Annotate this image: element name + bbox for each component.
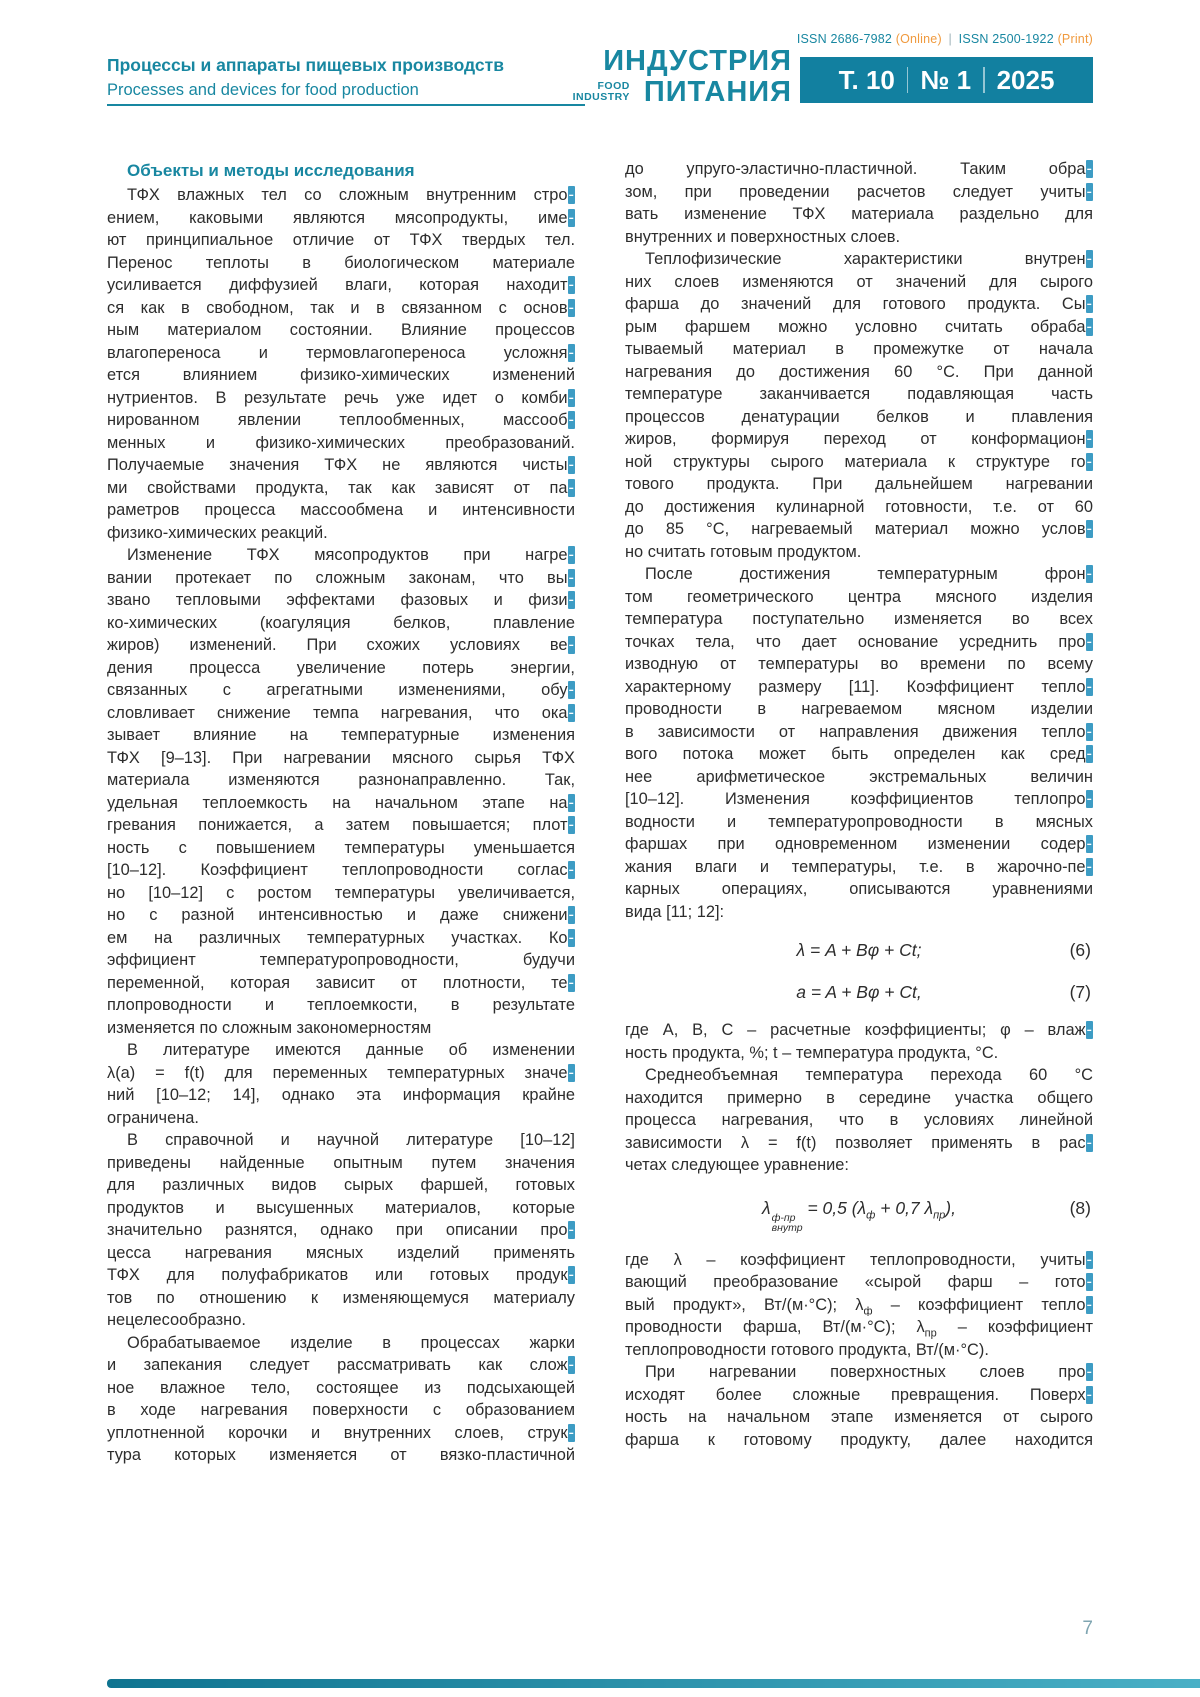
sup-sub-stack: ф-пр внутр <box>771 1211 803 1234</box>
hyphen-highlight: - <box>1086 520 1092 538</box>
text-line: фаршах при одновременном изменении содер- <box>625 835 1092 853</box>
paragraph <box>107 1332 575 1467</box>
logo-small-line-industry: INDUSTRY <box>572 91 630 103</box>
text-line: нецелесообразно. <box>107 1311 246 1329</box>
text-line: до упруго-эластично-пластичной. Таким обра- <box>625 160 1092 178</box>
equation <box>625 977 1093 1007</box>
paragraph <box>625 158 1093 248</box>
text-line: ность с повышением температуры уменьшается <box>107 838 575 857</box>
hyphen-highlight: - <box>1086 835 1092 853</box>
text-line: процесса нагревания, что в условиях линейной <box>625 1111 1093 1129</box>
hyphen-highlight: - <box>568 411 574 429</box>
text-line: температуре заканчивается подавляющая часть <box>625 385 1093 403</box>
text-line: изводную от температуры во времени по всему <box>625 655 1093 673</box>
hyphen-highlight: - <box>568 1356 574 1374</box>
hyphen-highlight: - <box>1086 790 1092 808</box>
paragraph <box>107 184 575 544</box>
text-line: теплопроводности готового продукта, Вт/(м·°С). <box>625 1340 989 1359</box>
hyphen-highlight: - <box>568 276 574 294</box>
text-line: тура которых изменяется от вязко-пластичной <box>107 1446 575 1464</box>
equation-formula: λ ф-пр внутр = 0,5 ($\lambda_ф + 0,7$ $\lambda_{пр}$), <box>761 1197 956 1234</box>
hyphen-highlight: - <box>1086 160 1092 178</box>
text-line: гревания понижается, а затем повышается; плот- <box>107 816 574 834</box>
text-line: изменяется по сложным закономерностям <box>107 1018 432 1037</box>
header-rule <box>107 104 585 106</box>
journal-title-en: Processes and devices for food production <box>107 81 419 99</box>
hyphen-highlight: - <box>568 298 574 317</box>
issue-number: № 1 <box>920 64 972 95</box>
hyphen-highlight: - <box>568 388 574 407</box>
left-column <box>107 158 575 1467</box>
hyphen-highlight: - <box>1086 745 1092 763</box>
hyphen-highlight: - <box>568 478 574 497</box>
page-number: 7 <box>1082 1618 1093 1639</box>
logo-word-pitaniya: ПИТАНИЯ <box>643 76 792 108</box>
issn-print-number: ISSN 2500-1922 <box>958 32 1054 46</box>
hyphen-highlight: - <box>1086 452 1092 471</box>
text-line: процессов денатурации белков и плавления <box>625 407 1093 426</box>
hyphen-highlight: - <box>1086 565 1092 583</box>
text-line: ограничена. <box>107 1108 199 1127</box>
equation-number: (6) <box>1069 940 1091 960</box>
text-line: до достижения кулинарной готовности, т.е. от 60 <box>625 497 1093 516</box>
hyphen-highlight: - <box>568 906 574 924</box>
hyphen-highlight: - <box>568 973 574 992</box>
hyphen-highlight: - <box>1086 1021 1092 1039</box>
hyphen-highlight: - <box>568 681 574 699</box>
text-line: менных и физико-химических преобразований. <box>107 433 575 452</box>
hyphen-highlight: - <box>568 591 574 609</box>
text-line: звано тепловыми эффектами фазовых и физи- <box>107 591 574 609</box>
text-line: где λ – коэффициент теплопроводности, учиты- <box>625 1250 1092 1269</box>
hyphen-highlight: - <box>1086 722 1092 741</box>
hyphen-highlight: - <box>1086 677 1092 696</box>
text-line: зависимости λ = f(t) позволяет применять в рас- <box>625 1133 1092 1152</box>
text-line: словливает снижение темпа нагревания, что ока- <box>107 703 574 722</box>
text-line: четах следующее уравнение: <box>625 1156 849 1174</box>
hyphen-highlight: - <box>568 1063 574 1082</box>
hyphen-highlight: - <box>568 1221 574 1239</box>
equation <box>625 935 1093 965</box>
logo-word-industriya: ИНДУСТРИЯ <box>603 45 792 77</box>
text-line: вого потока может быть определен как сред- <box>625 745 1092 763</box>
equation-formula: λ = A + Bφ + Ct; <box>796 940 922 960</box>
text-line: тового продукта. При дальнейшем нагревании <box>625 475 1093 493</box>
text-line: но считать готовым продуктом. <box>625 542 862 561</box>
text-line: жания влаги и температуры, т.е. в жарочно-пе- <box>625 857 1092 876</box>
text-line: усиливается диффузией влаги, которая находит- <box>107 276 574 294</box>
hyphen-highlight: - <box>568 861 574 879</box>
hyphen-highlight: - <box>568 456 574 474</box>
text-line: Среднеобъемная температура перехода 60 °С <box>645 1066 1093 1084</box>
paragraph <box>625 248 1093 563</box>
text-line: рым фаршем можно условно считать обраба- <box>625 317 1092 336</box>
hyphen-highlight: - <box>1086 1295 1092 1314</box>
text-line: зом, при проведении расчетов следует учиты- <box>625 182 1092 201</box>
text-line: плопроводности и теплоемкости, в результате <box>107 996 575 1014</box>
text-line: ность продукта, %; t – температура продукта, °С. <box>625 1043 999 1062</box>
text-line: находится примерно в середине участка общего <box>625 1088 1093 1107</box>
text-line: исходят более сложные превращения. Поверх- <box>625 1385 1092 1404</box>
text-line: карных операциях, описываются уравнениями <box>625 880 1093 898</box>
volume-label: Т. 10 <box>838 64 895 95</box>
paragraph <box>625 1249 1093 1362</box>
footer-bar <box>107 1679 1200 1688</box>
journal-titles <box>107 54 585 101</box>
text-line: точках тела, что дает основание усреднить про- <box>625 632 1092 651</box>
equation-formula: a = A + Bφ + Ct, <box>796 982 922 1002</box>
text-line: [10–12]. Коэффициент теплопроводности соглас- <box>107 861 574 879</box>
text-line: В литературе имеются данные об изменении <box>127 1041 575 1059</box>
text-line: тов по отношению к изменяющемуся материалу <box>107 1288 575 1307</box>
issue-year: 2025 <box>996 64 1055 95</box>
text-line: ТФХ влажных тел со сложным внутренним стро- <box>127 186 574 204</box>
text-line: ют принципиальное отличие от ТФХ твердых тел. <box>107 231 575 249</box>
text-line: ся как в свободном, так и в связанном с основ- <box>107 298 574 317</box>
hyphen-highlight: - <box>568 703 574 722</box>
hyphen-highlight: - <box>1086 182 1092 201</box>
text-line: ми свойствами продукта, так как зависят от па- <box>107 478 574 497</box>
text-line: уплотненной корочки и внутренних слоев, струк- <box>107 1423 574 1442</box>
hyphen-highlight: - <box>568 793 574 812</box>
text-line: ением, каковыми являются мясопродукты, име- <box>107 208 574 227</box>
text-line: ной структуры сырого материала к структуре го- <box>625 452 1092 471</box>
text-line: характерному размеру [11]. Коэффициент тепло- <box>625 677 1092 696</box>
paragraph <box>625 1361 1093 1451</box>
text-line: ное влажное тело, состоящее из подсыхающей <box>107 1378 575 1397</box>
text-line: но с разной интенсивностью и даже снижени- <box>107 906 574 924</box>
text-line: [10–12]. Изменения коэффициентов теплопро- <box>625 790 1092 808</box>
text-line: где A, B, C – расчетные коэффициенты; φ – влаж- <box>625 1021 1092 1039</box>
hyphen-highlight: - <box>568 568 574 587</box>
hyphen-highlight: - <box>1086 1250 1092 1269</box>
hyphen-highlight: - <box>568 816 574 834</box>
hyphen-highlight: - <box>1086 1133 1092 1152</box>
paragraph <box>107 1129 575 1332</box>
text-line: приведены найденные опытным путем значения <box>107 1153 575 1172</box>
text-line: фарша до значений для готового продукта. Сы- <box>625 295 1092 313</box>
hyphen-highlight: - <box>568 1423 574 1442</box>
text-line: переменной, которая зависит от плотности, те- <box>107 973 574 992</box>
paragraph <box>625 1019 1093 1064</box>
text-line: λ(a) = f(t) для переменных температурных значе- <box>107 1063 574 1082</box>
text-line: цесса нагревания мясных изделий применять <box>107 1243 575 1262</box>
text-line: но [10–12] с ростом температуры увеличивается, <box>107 883 575 902</box>
hyphen-highlight: - <box>1086 1363 1092 1381</box>
issue-divider <box>907 67 909 93</box>
text-line: В справочной и научной литературе [10–12] <box>127 1131 575 1149</box>
text-line: ний [10–12; 14], однако эта информация крайне <box>107 1086 575 1104</box>
text-line: проводности фарша, Вт/(м·°С); $\lambda_{пр}$ – коэффициент <box>625 1318 1093 1339</box>
hyphen-highlight: - <box>568 636 574 654</box>
hyphen-highlight: - <box>1086 430 1092 448</box>
text-line: фарша к готовому продукту, далее находится <box>625 1430 1093 1449</box>
text-line: вый продукт», Вт/(м·°С); $\lambda_ф$ – коэффициент тепло- <box>625 1295 1092 1316</box>
text-line: дения процесса увеличение потерь энергии, <box>107 658 575 677</box>
text-line: значительно разнятся, однако при описании про- <box>107 1221 574 1239</box>
issn-online-number: ISSN 2686-7982 <box>796 32 893 46</box>
text-line: ным материалом состоянии. Влияние процессов <box>107 321 575 339</box>
text-line: эффициент температуропроводности, будучи <box>107 951 575 969</box>
section-heading: Объекты и методы исследования <box>127 161 415 180</box>
text-line: до 85 °С, нагреваемый материал можно услов- <box>625 520 1092 538</box>
hyphen-highlight: - <box>1086 632 1092 651</box>
text-line: водности и температуропроводности в мясных <box>625 812 1093 831</box>
hyphen-highlight: - <box>1086 1273 1092 1291</box>
volume-issue-box <box>800 57 1093 103</box>
paragraph <box>625 563 1093 923</box>
text-line: вании протекает по сложным законам, что вы- <box>107 568 574 587</box>
hyphen-highlight: - <box>568 208 574 227</box>
text-line: Обрабатываемое изделие в процессах жарки <box>127 1333 575 1352</box>
text-line: Получаемые значения ТФХ не являются чисты- <box>107 456 574 474</box>
hyphen-highlight: - <box>568 186 574 204</box>
right-column <box>625 158 1093 1467</box>
text-line: вающий преобразование «сырой фарш – гото- <box>625 1273 1092 1291</box>
equation <box>625 1193 1093 1233</box>
paragraph <box>107 1039 575 1129</box>
hyphen-highlight: - <box>568 928 574 947</box>
logo-food-industry <box>573 81 630 103</box>
issn-line <box>797 32 1093 46</box>
text-line: физико-химических реакций. <box>107 523 328 542</box>
text-line: продуктов и высушенных материалов, которые <box>107 1198 575 1217</box>
text-line: нагревания до достижения 60 °С. При данной <box>625 362 1093 381</box>
text-line: Перенос теплоты в биологическом материале <box>107 253 575 272</box>
text-line: внутренних и поверхностных слоев. <box>625 227 901 246</box>
equation-number: (8) <box>1069 1197 1091 1218</box>
text-line: в зависимости от направления движения тепло- <box>625 722 1092 741</box>
hyphen-highlight: - <box>568 343 574 362</box>
text-line: раметров процесса массообмена и интенсивности <box>107 501 575 519</box>
issn-separator: | <box>948 32 952 46</box>
text-line: влагопереноса и термовлагопереноса усложня- <box>107 343 574 362</box>
hyphen-highlight: - <box>1086 317 1092 336</box>
text-line: ется влиянием физико-химических изменений <box>107 366 575 384</box>
text-line: нутриентов. В результате речь уже идет о комби- <box>107 388 574 407</box>
text-line: Изменение ТФХ мясопродуктов при нагре- <box>127 546 574 564</box>
text-line: том геометрического центра мясного изделия <box>625 587 1093 606</box>
hyphen-highlight: - <box>1086 295 1092 313</box>
text-line: связанных с агрегатными изменениями, обу- <box>107 681 574 699</box>
text-line: ТФХ [9–13]. При нагревании мясного сырья ТФХ <box>107 748 575 767</box>
text-line: ем на различных температурных участках. Ко- <box>107 928 574 947</box>
text-line: ность на начальном этапе изменяется от сырого <box>625 1408 1093 1426</box>
logo-second-row <box>572 76 792 108</box>
article-body <box>107 158 1093 1467</box>
hyphen-highlight: - <box>568 546 574 564</box>
issn-print-label: (Print) <box>1057 32 1093 46</box>
equation-number: (7) <box>1069 982 1091 1002</box>
text-line: нее арифметическое экстремальных величин <box>625 767 1093 786</box>
text-line: вать изменение ТФХ материала раздельно для <box>625 205 1093 223</box>
text-line: для различных видов сырых фаршей, готовых <box>107 1176 575 1194</box>
text-line: них слоев изменяются от значений для сырого <box>625 272 1093 291</box>
logo-small-line-food: FOOD <box>597 80 630 92</box>
text-line: нированном явлении теплообменных, массооб- <box>107 411 574 429</box>
text-line: удельная теплоемкость на начальном этапе на- <box>107 793 574 812</box>
text-line: жиров, формируя переход от конформацион- <box>625 430 1092 448</box>
text-line: зывает влияние на температурные изменения <box>107 726 575 744</box>
issn-online-label: (Online) <box>895 32 942 46</box>
text-line: вида [11; 12]: <box>625 902 725 921</box>
text-line: тываемый материал в промежутке от начала <box>625 340 1093 358</box>
text-line: материала изменяются разнонаправленно. Так, <box>107 771 575 789</box>
paragraph <box>107 544 575 1039</box>
hyphen-highlight: - <box>1086 1385 1092 1404</box>
text-line: температура поступательно изменяется во всех <box>625 610 1093 628</box>
text-line: ко-химических (коагуляция белков, плавление <box>107 613 575 632</box>
paragraph <box>625 1064 1093 1177</box>
text-line: При нагревании поверхностных слоев про- <box>645 1363 1092 1381</box>
text-line: в ходе нагревания поверхности с образованием <box>107 1401 575 1419</box>
hyphen-highlight: - <box>1086 857 1092 876</box>
hyphen-highlight: - <box>1086 250 1092 268</box>
text-line: проводности в нагреваемом мясном изделии <box>625 700 1093 718</box>
text-line: Теплофизические характеристики внутрен- <box>645 250 1092 268</box>
text-line: жиров) изменений. При схожих условиях ве- <box>107 636 574 654</box>
issue-divider <box>983 67 985 93</box>
text-line: ТФХ для полуфабрикатов или готовых продук- <box>107 1266 574 1284</box>
journal-logo <box>572 45 792 108</box>
text-line: После достижения температурным фрон- <box>645 565 1092 583</box>
journal-title-ru: Процессы и аппараты пищевых производств <box>107 55 504 75</box>
hyphen-highlight: - <box>568 1266 574 1284</box>
text-line: и запекания следует рассматривать как слож- <box>107 1356 574 1374</box>
